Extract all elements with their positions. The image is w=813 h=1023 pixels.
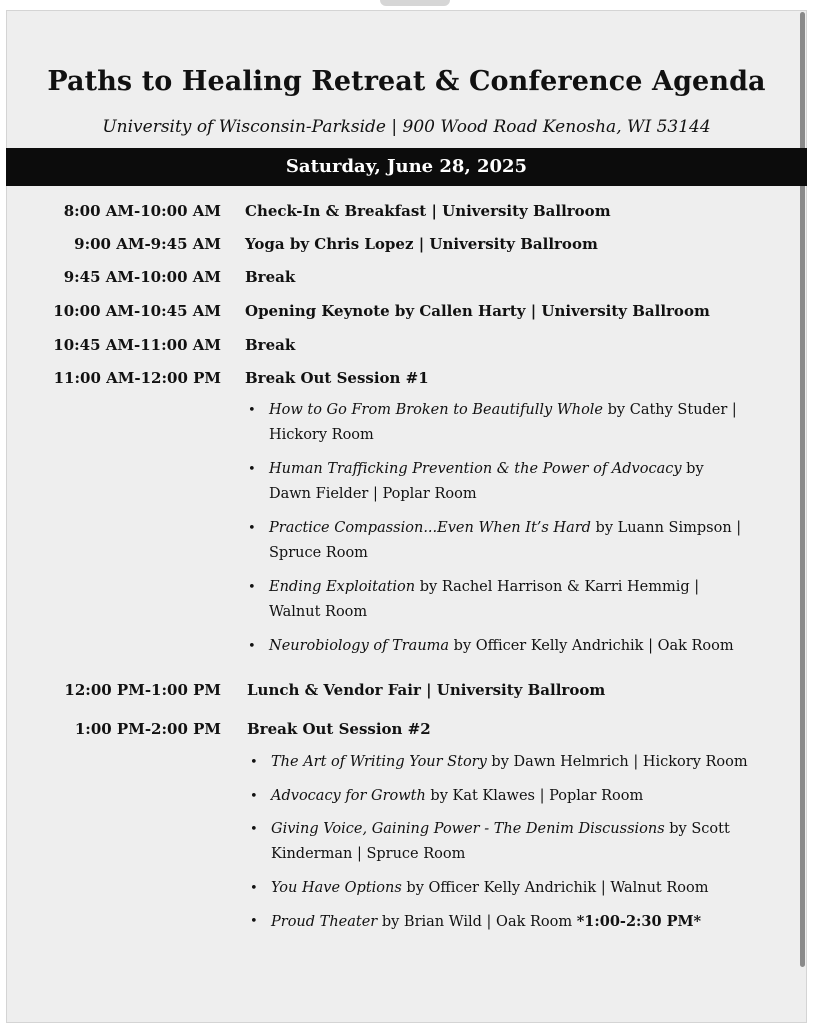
session-details: by Dawn Helmrich | Hickory Room (486, 754, 748, 770)
session-details: by (681, 461, 704, 477)
session-title: Advocacy for Growth (271, 788, 426, 804)
agenda-row (0, 265, 813, 293)
agenda-event: Break (245, 268, 296, 286)
session-title: Ending Exploitation (269, 579, 416, 595)
session-details: by Officer Kelly Andrichik | Walnut Room (401, 880, 709, 896)
agenda-time: 1:00 PM-2:00 PM (74, 720, 221, 738)
session-time-note: *1:00-2:30 PM* (576, 913, 702, 930)
session-title: Practice Compassion...Even When It’s Hard (269, 520, 591, 536)
agenda-row (0, 678, 813, 706)
venue-subtitle: University of Wisconsin-Parkside | 900 Wood Road Kenosha, WI 53144 (102, 117, 711, 137)
session-details: by Luann Simpson | (590, 520, 742, 536)
agenda-time: 8:00 AM-10:00 AM (63, 202, 221, 220)
agenda-time: 10:45 AM-11:00 AM (53, 336, 221, 354)
agenda-time: 12:00 PM-1:00 PM (64, 681, 221, 699)
session-item (271, 750, 771, 775)
session-title: Giving Voice, Gaining Power - The Denim Discussions (271, 821, 665, 837)
agenda-event: Break (245, 336, 296, 354)
session-title: Neurobiology of Trauma (269, 638, 450, 654)
session-item (269, 398, 769, 448)
agenda-row (0, 232, 813, 260)
session-details: by Brian Wild | Oak Room (377, 914, 577, 930)
session-details-continued: Spruce Room (269, 545, 368, 561)
page-title: Paths to Healing Retreat & Conference Agenda (47, 66, 766, 97)
session-details-continued: Walnut Room (269, 604, 368, 620)
agenda-event: Check-In & Breakfast | University Ballroom (245, 202, 611, 220)
agenda-row (0, 366, 813, 394)
session-item (269, 575, 769, 625)
agenda-time: 9:45 AM-10:00 AM (63, 268, 221, 286)
session-details: by Rachel Harrison & Karri Hemmig | (415, 579, 700, 595)
session-details-continued: Hickory Room (269, 427, 374, 443)
agenda-time: 10:00 AM-10:45 AM (53, 302, 221, 320)
agenda-row (0, 299, 813, 327)
session-details: by Kat Klawes | Poplar Room (425, 788, 644, 804)
session-item (269, 457, 769, 507)
agenda-event: Yoga by Chris Lopez | University Ballroom (245, 235, 598, 253)
session-title: How to Go From Broken to Beautifully Whole (269, 402, 604, 418)
session-details: by Officer Kelly Andrichik | Oak Room (449, 638, 734, 654)
agenda-event: Opening Keynote by Callen Harty | University Ballroom (245, 302, 710, 320)
session-item (269, 634, 769, 659)
session-title: You Have Options (271, 880, 402, 896)
agenda-time: 11:00 AM-12:00 PM (53, 369, 221, 387)
session-item (271, 817, 771, 867)
agenda-row (0, 199, 813, 227)
agenda-time: 9:00 AM-9:45 AM (74, 235, 221, 253)
session-title: Human Trafficking Prevention & the Power of Advocacy (269, 461, 682, 477)
session-item (271, 784, 771, 809)
agenda-row (0, 333, 813, 361)
session-details-continued: Kinderman | Spruce Room (271, 846, 466, 862)
session-item (271, 876, 771, 901)
agenda-event: Break Out Session #2 (247, 720, 431, 738)
session-title: Proud Theater (271, 914, 378, 930)
session-item (271, 909, 771, 935)
session-details-continued: Dawn Fielder | Poplar Room (269, 486, 477, 502)
session-item (269, 516, 769, 566)
session-details: by Cathy Studer | (603, 402, 737, 418)
session-details: by Scott (664, 821, 730, 837)
agenda-event: Break Out Session #1 (245, 369, 429, 387)
agenda-row (0, 717, 813, 745)
date-banner: Saturday, June 28, 2025 (6, 148, 807, 186)
agenda-event: Lunch & Vendor Fair | University Ballroom (247, 681, 606, 699)
session-title: The Art of Writing Your Story (271, 754, 487, 770)
